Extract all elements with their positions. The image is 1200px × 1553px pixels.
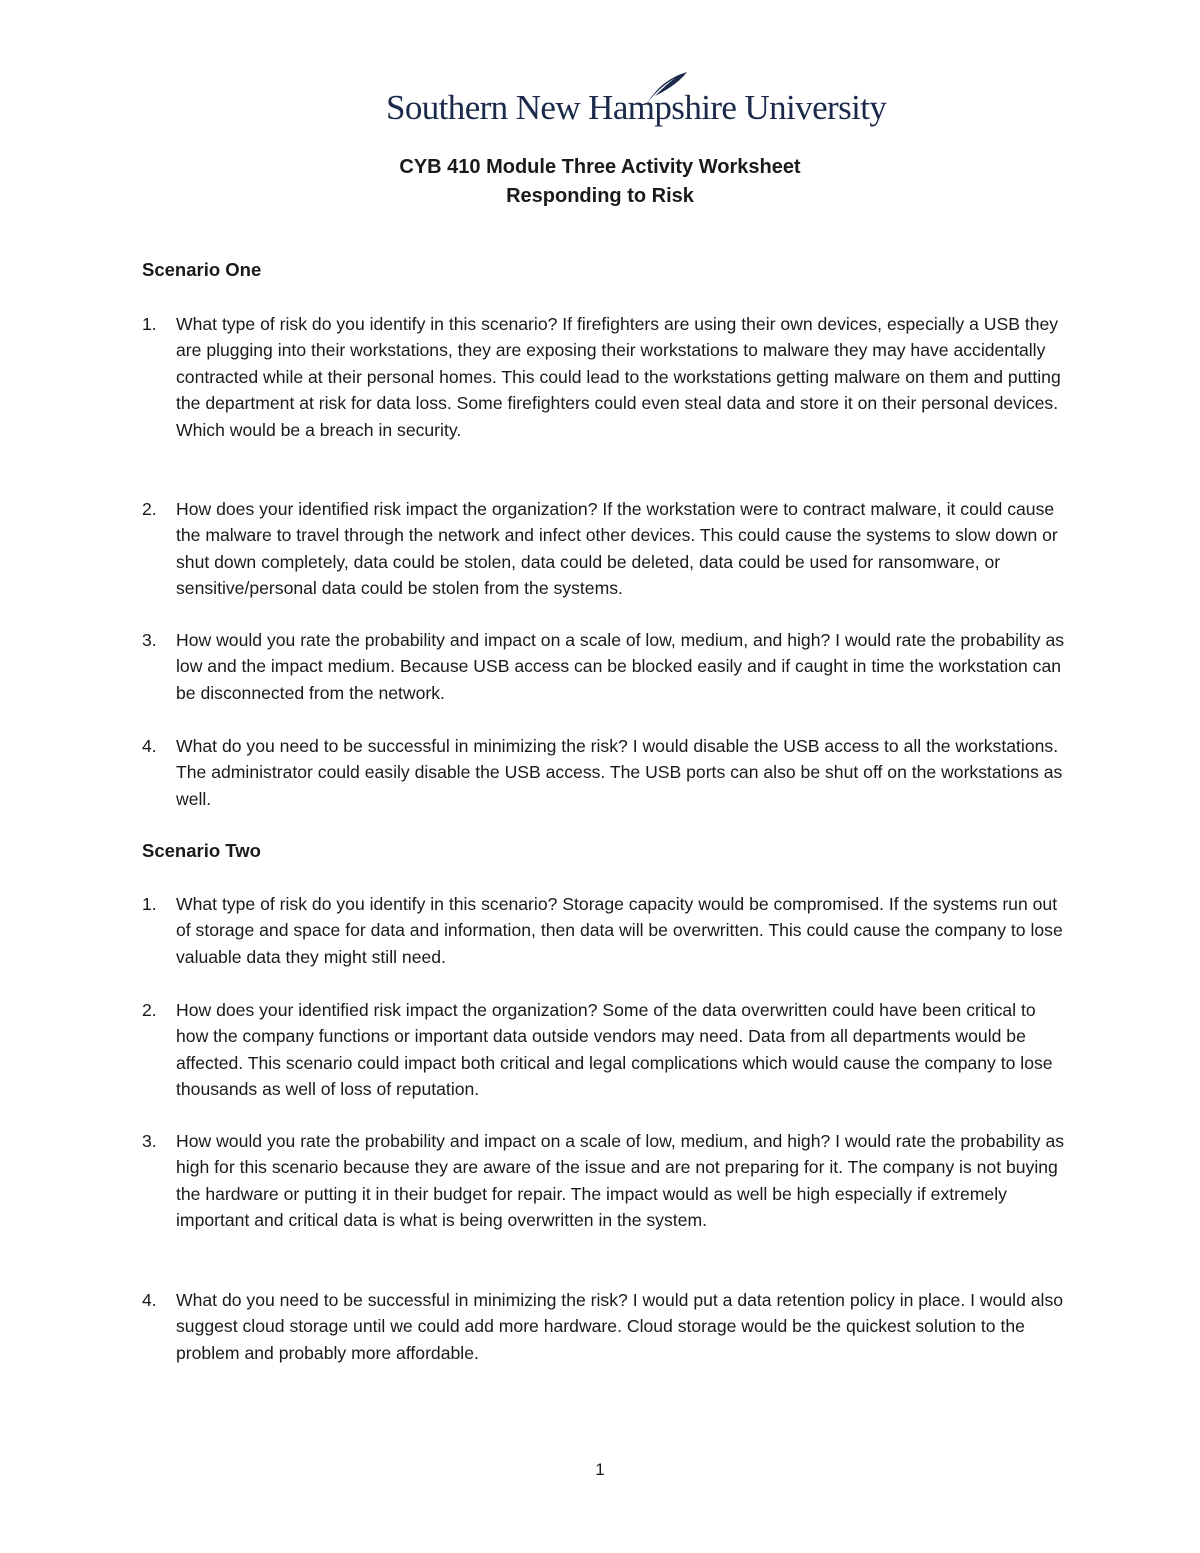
page-number: 1 xyxy=(595,1460,605,1479)
item-number: 3. xyxy=(142,1131,157,1151)
question-text: What type of risk do you identify in this scenario? xyxy=(176,894,558,914)
list-item xyxy=(142,627,1072,706)
scenario-two-heading: Scenario Two xyxy=(142,840,261,861)
list-item xyxy=(142,733,1072,812)
answer-text: If firefighters are using their own devices, especially a USB they are plugging into their workstations, they are exposing their workstations to malware they may have accidentally contracted while at their personal homes. This could lead to the workstations getting malware on them and putting the department at risk for data loss. Some firefighters could even steal data and store it on their personal devices. Which would be a breach in security. xyxy=(176,314,1061,440)
answer-text: Some of the data overwritten could have been critical to how the company functions or important data outside vendors may need. Data from all departments would be affected. This scenario could impact both critical and legal complications which would cause the company to lose thousands as well of loss of reputation. xyxy=(176,1000,1053,1100)
list-item xyxy=(142,496,1072,602)
list-item xyxy=(142,311,1072,443)
list-item xyxy=(142,891,1072,970)
document-subtitle: Responding to Risk xyxy=(506,185,694,207)
item-number: 4. xyxy=(142,1290,157,1310)
logo-wordmark: Southern New Hampshire University xyxy=(386,88,887,127)
question-text: What do you need to be successful in minimizing the risk? xyxy=(176,736,628,756)
item-number: 1. xyxy=(142,894,157,914)
answer-text: I would put a data retention policy in place. I would also suggest cloud storage until we could add more hardware. Cloud storage would be the quickest solution to the problem and probably more affordable. xyxy=(176,1290,1064,1363)
item-number: 2. xyxy=(142,1000,157,1020)
answer-text: I would disable the USB access to all the workstations. The administrator could easily disable the USB access. The USB ports can also be shut off on the workstations as well. xyxy=(176,736,1063,809)
question-text: How does your identified risk impact the organization? xyxy=(176,499,598,519)
question-text: How would you rate the probability and impact on a scale of low, medium, and high? xyxy=(176,1131,831,1151)
item-number: 3. xyxy=(142,630,157,650)
question-text: How would you rate the probability and impact on a scale of low, medium, and high? xyxy=(176,630,831,650)
document-title: CYB 410 Module Three Activity Worksheet xyxy=(399,156,801,178)
answer-text: I would rate the probability as low and the impact medium. Because USB access can be blocked easily and if caught in time the workstation can be disconnected from the network. xyxy=(176,630,1065,703)
list-item xyxy=(142,1128,1072,1234)
answer-text: Storage capacity would be compromised. If the systems run out of storage and space for data and information, then data will be overwritten. This could cause the company to lose valuable data they might still need. xyxy=(176,894,1063,967)
answer-text: I would rate the probability as high for this scenario because they are aware of the issue and are not preparing for it. The company is not buying the hardware or putting it in their budget for repair. The impact would as well be high especially if extremely important and critical data is what is being overwritten in the system. xyxy=(176,1131,1065,1231)
university-logo xyxy=(386,70,887,136)
item-number: 1. xyxy=(142,314,157,334)
scenario-one-heading: Scenario One xyxy=(142,259,262,280)
list-item xyxy=(142,1287,1072,1366)
question-text: What type of risk do you identify in this scenario? xyxy=(176,314,558,334)
item-number: 2. xyxy=(142,499,157,519)
item-number: 4. xyxy=(142,736,157,756)
list-item xyxy=(142,997,1072,1103)
question-text: What do you need to be successful in minimizing the risk? xyxy=(176,1290,628,1310)
answer-text: If the workstation were to contract malware, it could cause the malware to travel through the network and infect other devices. This could cause the systems to slow down or shut down completely, data could be stolen, data could be deleted, data could be used for ransomware, or sensitive/personal data could be stolen from the systems. xyxy=(176,499,1058,599)
question-text: How does your identified risk impact the organization? xyxy=(176,1000,598,1020)
